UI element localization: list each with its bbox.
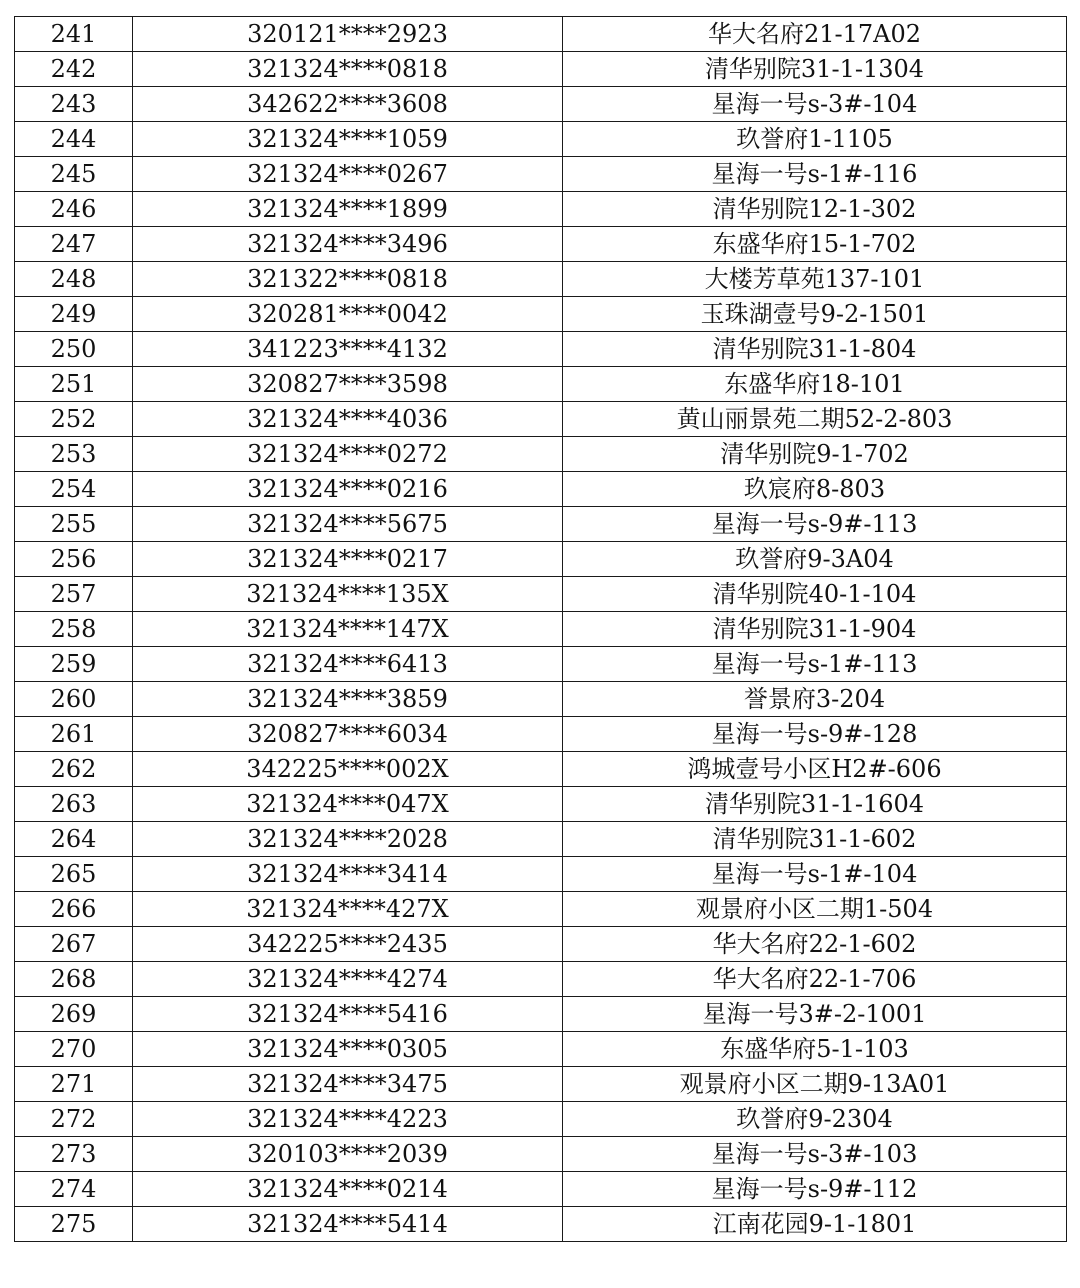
table-row bbox=[15, 892, 1067, 927]
row-number-cell: 245 bbox=[15, 157, 133, 192]
address-cell: 星海一号s-9#-128 bbox=[563, 717, 1067, 752]
table-row bbox=[15, 297, 1067, 332]
address-cell: 星海一号3#-2-1001 bbox=[563, 997, 1067, 1032]
id-number-cell: 321324****3859 bbox=[133, 682, 563, 717]
table-row bbox=[15, 157, 1067, 192]
row-number-cell: 265 bbox=[15, 857, 133, 892]
address-cell: 华大名府21-17A02 bbox=[563, 17, 1067, 52]
row-number-cell: 260 bbox=[15, 682, 133, 717]
table-row bbox=[15, 577, 1067, 612]
row-number-cell: 256 bbox=[15, 542, 133, 577]
row-number-cell: 244 bbox=[15, 122, 133, 157]
table-row bbox=[15, 857, 1067, 892]
address-cell: 星海一号s-1#-113 bbox=[563, 647, 1067, 682]
id-number-cell: 320827****3598 bbox=[133, 367, 563, 402]
row-number-cell: 272 bbox=[15, 1102, 133, 1137]
row-number-cell: 263 bbox=[15, 787, 133, 822]
address-cell: 东盛华府18-101 bbox=[563, 367, 1067, 402]
address-cell: 华大名府22-1-706 bbox=[563, 962, 1067, 997]
table-row bbox=[15, 507, 1067, 542]
table-row bbox=[15, 122, 1067, 157]
address-cell: 星海一号s-1#-116 bbox=[563, 157, 1067, 192]
table-row bbox=[15, 52, 1067, 87]
address-cell: 华大名府22-1-602 bbox=[563, 927, 1067, 962]
id-number-cell: 321324****427X bbox=[133, 892, 563, 927]
address-cell: 东盛华府5-1-103 bbox=[563, 1032, 1067, 1067]
address-cell: 清华别院31-1-1604 bbox=[563, 787, 1067, 822]
table-row bbox=[15, 997, 1067, 1032]
table-row bbox=[15, 612, 1067, 647]
id-number-cell: 321324****3414 bbox=[133, 857, 563, 892]
address-cell: 星海一号s-9#-112 bbox=[563, 1172, 1067, 1207]
id-number-cell: 342225****2435 bbox=[133, 927, 563, 962]
table-row bbox=[15, 717, 1067, 752]
address-cell: 鸿城壹号小区H2#-606 bbox=[563, 752, 1067, 787]
table-row bbox=[15, 682, 1067, 717]
table-row bbox=[15, 227, 1067, 262]
row-number-cell: 266 bbox=[15, 892, 133, 927]
address-cell: 观景府小区二期1-504 bbox=[563, 892, 1067, 927]
row-number-cell: 243 bbox=[15, 87, 133, 122]
table-row bbox=[15, 1207, 1067, 1242]
table-row bbox=[15, 927, 1067, 962]
id-number-cell: 320281****0042 bbox=[133, 297, 563, 332]
row-number-cell: 269 bbox=[15, 997, 133, 1032]
table-row bbox=[15, 962, 1067, 997]
row-number-cell: 241 bbox=[15, 17, 133, 52]
row-number-cell: 271 bbox=[15, 1067, 133, 1102]
row-number-cell: 254 bbox=[15, 472, 133, 507]
row-number-cell: 259 bbox=[15, 647, 133, 682]
id-number-cell: 321324****5675 bbox=[133, 507, 563, 542]
address-cell: 玖誉府9-2304 bbox=[563, 1102, 1067, 1137]
row-number-cell: 252 bbox=[15, 402, 133, 437]
row-number-cell: 242 bbox=[15, 52, 133, 87]
id-number-cell: 321324****135X bbox=[133, 577, 563, 612]
address-cell: 清华别院31-1-602 bbox=[563, 822, 1067, 857]
table-row bbox=[15, 752, 1067, 787]
id-number-cell: 321322****0818 bbox=[133, 262, 563, 297]
id-number-cell: 321324****3496 bbox=[133, 227, 563, 262]
table-row bbox=[15, 437, 1067, 472]
row-number-cell: 258 bbox=[15, 612, 133, 647]
table-row bbox=[15, 647, 1067, 682]
id-number-cell: 320827****6034 bbox=[133, 717, 563, 752]
id-number-cell: 321324****2028 bbox=[133, 822, 563, 857]
table-row bbox=[15, 87, 1067, 122]
id-number-cell: 321324****0217 bbox=[133, 542, 563, 577]
row-number-cell: 249 bbox=[15, 297, 133, 332]
row-number-cell: 247 bbox=[15, 227, 133, 262]
table-body bbox=[15, 17, 1067, 1242]
table-row bbox=[15, 402, 1067, 437]
address-cell: 清华别院31-1-1304 bbox=[563, 52, 1067, 87]
id-number-cell: 321324****0214 bbox=[133, 1172, 563, 1207]
address-cell: 星海一号s-3#-103 bbox=[563, 1137, 1067, 1172]
table-row bbox=[15, 1172, 1067, 1207]
table-row bbox=[15, 332, 1067, 367]
table-row bbox=[15, 1032, 1067, 1067]
row-number-cell: 248 bbox=[15, 262, 133, 297]
address-cell: 星海一号s-9#-113 bbox=[563, 507, 1067, 542]
id-number-cell: 321324****4223 bbox=[133, 1102, 563, 1137]
address-cell: 清华别院31-1-904 bbox=[563, 612, 1067, 647]
row-number-cell: 264 bbox=[15, 822, 133, 857]
id-number-cell: 342622****3608 bbox=[133, 87, 563, 122]
id-number-cell: 321324****0818 bbox=[133, 52, 563, 87]
id-number-cell: 321324****0272 bbox=[133, 437, 563, 472]
row-number-cell: 267 bbox=[15, 927, 133, 962]
row-number-cell: 274 bbox=[15, 1172, 133, 1207]
id-number-cell: 320121****2923 bbox=[133, 17, 563, 52]
id-number-cell: 321324****4274 bbox=[133, 962, 563, 997]
row-number-cell: 251 bbox=[15, 367, 133, 402]
address-cell: 清华别院12-1-302 bbox=[563, 192, 1067, 227]
id-number-cell: 321324****0216 bbox=[133, 472, 563, 507]
row-number-cell: 262 bbox=[15, 752, 133, 787]
table-row bbox=[15, 542, 1067, 577]
table-row bbox=[15, 262, 1067, 297]
id-number-cell: 321324****147X bbox=[133, 612, 563, 647]
row-number-cell: 250 bbox=[15, 332, 133, 367]
table-row bbox=[15, 1067, 1067, 1102]
row-number-cell: 255 bbox=[15, 507, 133, 542]
table-row bbox=[15, 367, 1067, 402]
address-cell: 玖誉府1-1105 bbox=[563, 122, 1067, 157]
id-number-cell: 321324****1059 bbox=[133, 122, 563, 157]
address-cell: 星海一号s-1#-104 bbox=[563, 857, 1067, 892]
table-row bbox=[15, 1102, 1067, 1137]
address-cell: 江南花园9-1-1801 bbox=[563, 1207, 1067, 1242]
address-cell: 玖誉府9-3A04 bbox=[563, 542, 1067, 577]
id-number-cell: 321324****3475 bbox=[133, 1067, 563, 1102]
id-number-cell: 321324****0305 bbox=[133, 1032, 563, 1067]
address-cell: 黄山丽景苑二期52-2-803 bbox=[563, 402, 1067, 437]
table-row bbox=[15, 1137, 1067, 1172]
table-row bbox=[15, 17, 1067, 52]
id-number-cell: 321324****5416 bbox=[133, 997, 563, 1032]
address-cell: 大楼芳草苑137-101 bbox=[563, 262, 1067, 297]
row-number-cell: 275 bbox=[15, 1207, 133, 1242]
row-number-cell: 261 bbox=[15, 717, 133, 752]
row-number-cell: 273 bbox=[15, 1137, 133, 1172]
table-row bbox=[15, 472, 1067, 507]
row-number-cell: 253 bbox=[15, 437, 133, 472]
address-cell: 星海一号s-3#-104 bbox=[563, 87, 1067, 122]
address-cell: 东盛华府15-1-702 bbox=[563, 227, 1067, 262]
address-cell: 清华别院9-1-702 bbox=[563, 437, 1067, 472]
address-cell: 玉珠湖壹号9-2-1501 bbox=[563, 297, 1067, 332]
address-cell: 玖宸府8-803 bbox=[563, 472, 1067, 507]
id-number-cell: 321324****1899 bbox=[133, 192, 563, 227]
table-row bbox=[15, 192, 1067, 227]
address-cell: 观景府小区二期9-13A01 bbox=[563, 1067, 1067, 1102]
id-number-cell: 341223****4132 bbox=[133, 332, 563, 367]
id-number-cell: 321324****6413 bbox=[133, 647, 563, 682]
id-number-cell: 321324****0267 bbox=[133, 157, 563, 192]
id-number-cell: 321324****5414 bbox=[133, 1207, 563, 1242]
resident-table bbox=[14, 16, 1067, 1242]
id-number-cell: 320103****2039 bbox=[133, 1137, 563, 1172]
id-number-cell: 321324****4036 bbox=[133, 402, 563, 437]
address-cell: 清华别院40-1-104 bbox=[563, 577, 1067, 612]
address-cell: 誉景府3-204 bbox=[563, 682, 1067, 717]
address-cell: 清华别院31-1-804 bbox=[563, 332, 1067, 367]
id-number-cell: 321324****047X bbox=[133, 787, 563, 822]
row-number-cell: 268 bbox=[15, 962, 133, 997]
row-number-cell: 246 bbox=[15, 192, 133, 227]
row-number-cell: 270 bbox=[15, 1032, 133, 1067]
document-page bbox=[14, 16, 1067, 1242]
row-number-cell: 257 bbox=[15, 577, 133, 612]
id-number-cell: 342225****002X bbox=[133, 752, 563, 787]
table-row bbox=[15, 787, 1067, 822]
table-row bbox=[15, 822, 1067, 857]
